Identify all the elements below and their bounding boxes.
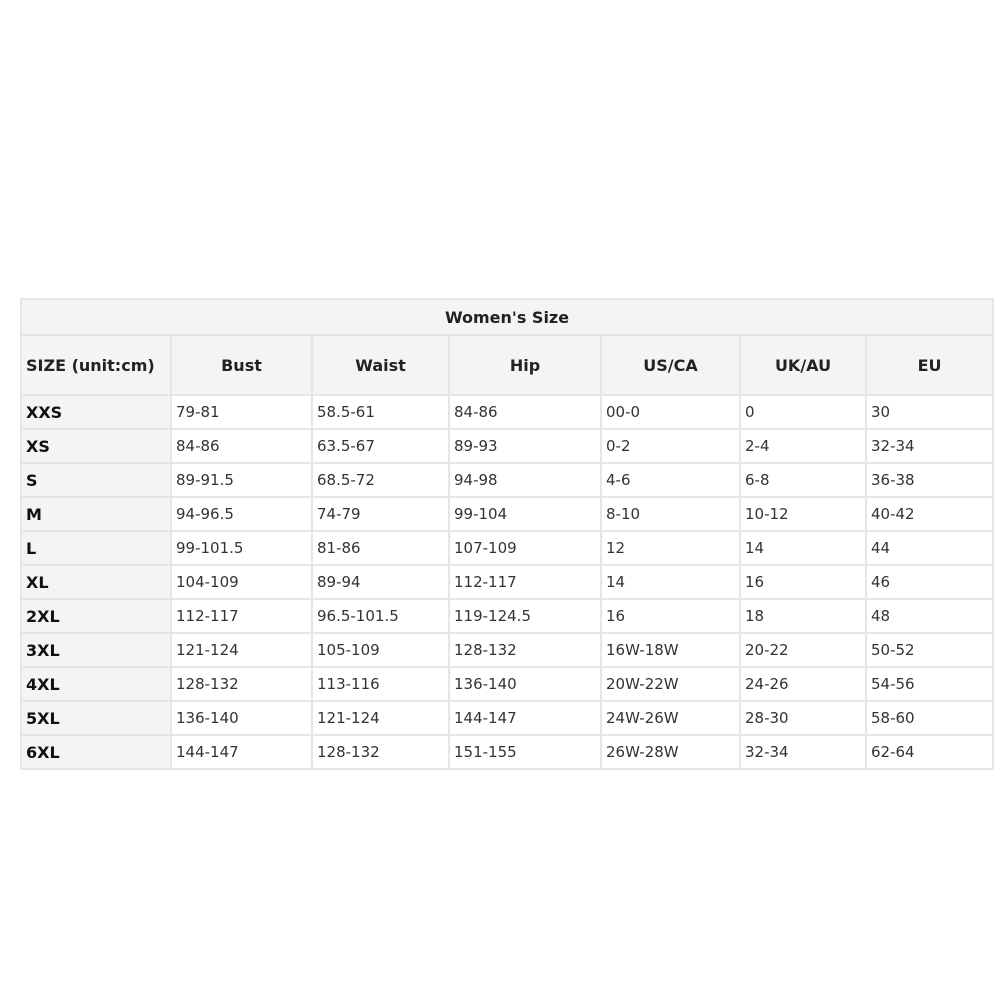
cell-eu: 30 xyxy=(866,395,993,429)
cell-eu: 50-52 xyxy=(866,633,993,667)
cell-us-ca: 20W-22W xyxy=(601,667,740,701)
table-row xyxy=(21,599,993,633)
size-label-cell: 5XL xyxy=(21,701,171,735)
cell-uk-au: 18 xyxy=(740,599,866,633)
table-row xyxy=(21,429,993,463)
cell-eu: 48 xyxy=(866,599,993,633)
cell-uk-au: 0 xyxy=(740,395,866,429)
cell-waist: 121-124 xyxy=(312,701,449,735)
cell-eu: 54-56 xyxy=(866,667,993,701)
table-row xyxy=(21,633,993,667)
table-row xyxy=(21,395,993,429)
cell-eu: 32-34 xyxy=(866,429,993,463)
cell-waist: 96.5-101.5 xyxy=(312,599,449,633)
cell-hip: 144-147 xyxy=(449,701,601,735)
table-row xyxy=(21,701,993,735)
cell-uk-au: 6-8 xyxy=(740,463,866,497)
size-label-cell: 4XL xyxy=(21,667,171,701)
size-chart-table xyxy=(20,298,994,770)
cell-hip: 136-140 xyxy=(449,667,601,701)
cell-waist: 113-116 xyxy=(312,667,449,701)
table-header-row xyxy=(21,335,993,395)
header-uk-au: UK/AU xyxy=(740,335,866,395)
cell-hip: 89-93 xyxy=(449,429,601,463)
cell-us-ca: 4-6 xyxy=(601,463,740,497)
cell-hip: 84-86 xyxy=(449,395,601,429)
cell-us-ca: 14 xyxy=(601,565,740,599)
cell-uk-au: 10-12 xyxy=(740,497,866,531)
cell-waist: 74-79 xyxy=(312,497,449,531)
cell-bust: 99-101.5 xyxy=(171,531,312,565)
size-label-cell: XS xyxy=(21,429,171,463)
header-us-ca: US/CA xyxy=(601,335,740,395)
header-size: SIZE (unit:cm) xyxy=(21,335,171,395)
cell-eu: 58-60 xyxy=(866,701,993,735)
cell-uk-au: 24-26 xyxy=(740,667,866,701)
cell-eu: 36-38 xyxy=(866,463,993,497)
cell-bust: 136-140 xyxy=(171,701,312,735)
size-label-cell: L xyxy=(21,531,171,565)
table-row xyxy=(21,565,993,599)
cell-hip: 99-104 xyxy=(449,497,601,531)
size-label-cell: XL xyxy=(21,565,171,599)
table-row xyxy=(21,497,993,531)
header-waist: Waist xyxy=(312,335,449,395)
cell-us-ca: 12 xyxy=(601,531,740,565)
cell-uk-au: 28-30 xyxy=(740,701,866,735)
size-label-cell: 3XL xyxy=(21,633,171,667)
cell-uk-au: 20-22 xyxy=(740,633,866,667)
cell-hip: 119-124.5 xyxy=(449,599,601,633)
cell-waist: 89-94 xyxy=(312,565,449,599)
size-label-cell: 2XL xyxy=(21,599,171,633)
size-label-cell: 6XL xyxy=(21,735,171,769)
cell-eu: 44 xyxy=(866,531,993,565)
cell-hip: 107-109 xyxy=(449,531,601,565)
table-body xyxy=(21,395,993,769)
cell-waist: 68.5-72 xyxy=(312,463,449,497)
size-label-cell: S xyxy=(21,463,171,497)
cell-uk-au: 2-4 xyxy=(740,429,866,463)
cell-bust: 89-91.5 xyxy=(171,463,312,497)
table-row xyxy=(21,735,993,769)
cell-hip: 151-155 xyxy=(449,735,601,769)
cell-waist: 63.5-67 xyxy=(312,429,449,463)
cell-us-ca: 00-0 xyxy=(601,395,740,429)
cell-us-ca: 8-10 xyxy=(601,497,740,531)
cell-us-ca: 24W-26W xyxy=(601,701,740,735)
cell-uk-au: 32-34 xyxy=(740,735,866,769)
cell-bust: 144-147 xyxy=(171,735,312,769)
size-label-cell: XXS xyxy=(21,395,171,429)
cell-bust: 94-96.5 xyxy=(171,497,312,531)
header-hip: Hip xyxy=(449,335,601,395)
cell-eu: 46 xyxy=(866,565,993,599)
cell-waist: 128-132 xyxy=(312,735,449,769)
cell-bust: 128-132 xyxy=(171,667,312,701)
table-row xyxy=(21,531,993,565)
table-row xyxy=(21,463,993,497)
cell-eu: 62-64 xyxy=(866,735,993,769)
cell-uk-au: 14 xyxy=(740,531,866,565)
cell-uk-au: 16 xyxy=(740,565,866,599)
size-label-cell: M xyxy=(21,497,171,531)
cell-us-ca: 16 xyxy=(601,599,740,633)
cell-hip: 94-98 xyxy=(449,463,601,497)
cell-bust: 121-124 xyxy=(171,633,312,667)
header-eu: EU xyxy=(866,335,993,395)
cell-us-ca: 16W-18W xyxy=(601,633,740,667)
cell-hip: 112-117 xyxy=(449,565,601,599)
cell-bust: 104-109 xyxy=(171,565,312,599)
cell-waist: 81-86 xyxy=(312,531,449,565)
cell-bust: 79-81 xyxy=(171,395,312,429)
table-title: Women's Size xyxy=(21,299,993,335)
table-title-row xyxy=(21,299,993,335)
cell-waist: 58.5-61 xyxy=(312,395,449,429)
header-bust: Bust xyxy=(171,335,312,395)
cell-us-ca: 26W-28W xyxy=(601,735,740,769)
cell-us-ca: 0-2 xyxy=(601,429,740,463)
cell-bust: 112-117 xyxy=(171,599,312,633)
cell-bust: 84-86 xyxy=(171,429,312,463)
cell-waist: 105-109 xyxy=(312,633,449,667)
cell-eu: 40-42 xyxy=(866,497,993,531)
table-row xyxy=(21,667,993,701)
cell-hip: 128-132 xyxy=(449,633,601,667)
